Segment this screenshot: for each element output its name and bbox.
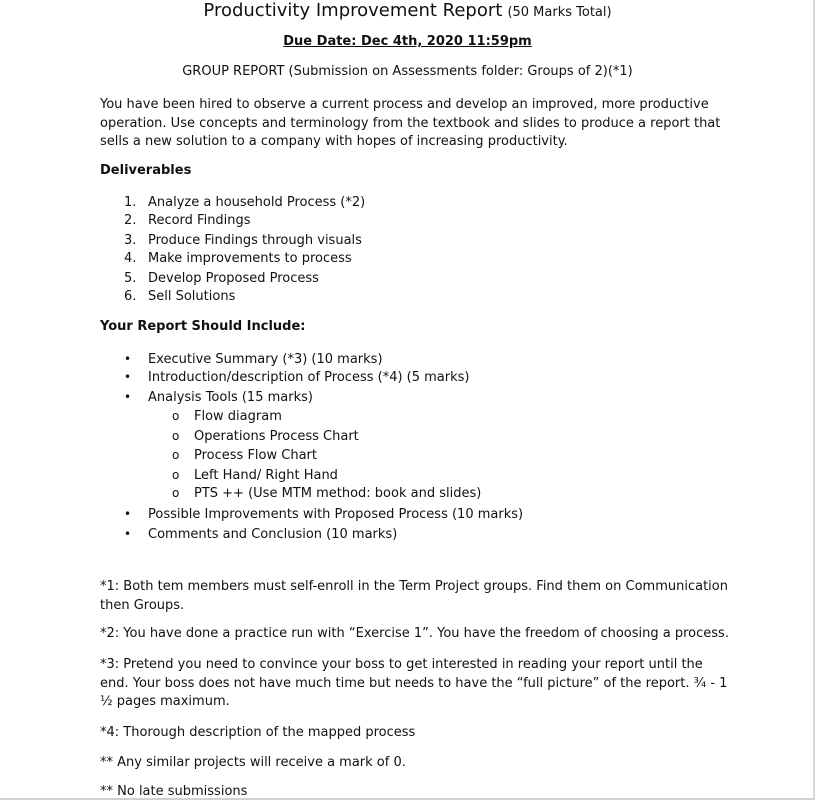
sub-list-text: Flow diagram [194,409,282,424]
group-report-line: GROUP REPORT (Submission on Assessments folder: Groups of 2)(*1) [182,64,633,79]
bullet-icon: • [124,527,132,541]
list-number: 1. [124,195,137,210]
sub-list-text: Operations Process Chart [194,429,359,444]
footnote-3: *3: Pretend you need to convince your boss to get interested in reading your report until the end. Your boss does not have much time but needs to have the “full picture” of the report. ¾ - 1 ½ pages maximum. [100,657,728,709]
sub-list-text: PTS ++ (Use MTM method: book and slides) [194,486,482,501]
list-number: 4. [124,251,137,266]
list-number: 5. [124,271,137,286]
list-text: Produce Findings through visuals [148,233,362,248]
note-similar-projects: ** Any similar projects will receive a mark of 0. [100,755,406,770]
footnote-2: *2: You have done a practice run with “Exercise 1”. You have the freedom of choosing a process. [100,626,729,641]
intro-paragraph: You have been hired to observe a current process and develop an improved, more productive operation. Use concepts and terminology from the textbook and slides to produce a report that sells a new solution to a company with hopes of increasing productivity. [100,97,721,149]
list-number: 6. [124,289,137,304]
footnote-4: *4: Thorough description of the mapped process [100,725,416,740]
bullet-icon: • [124,352,132,366]
footnote-1: *1: Both tem members must self-enroll in the Term Project groups. Find them on Communication then Groups. [100,579,728,613]
circle-bullet-icon: o [172,486,180,500]
note-late-submissions: ** No late submissions [100,784,248,799]
list-text: Develop Proposed Process [148,271,319,286]
bullet-icon: • [124,390,132,404]
sub-list-text: Left Hand/ Right Hand [194,468,338,483]
deliverables-heading: Deliverables [100,163,192,178]
list-text: Record Findings [148,213,251,228]
bullet-icon: • [124,370,132,384]
list-text: Sell Solutions [148,289,236,304]
document-title [0,0,815,21]
list-number: 3. [124,233,137,248]
list-text: Executive Summary (*3) (10 marks) [148,352,383,367]
due-date: Due Date: Dec 4th, 2020 11:59pm [283,34,532,49]
circle-bullet-icon: o [172,468,180,482]
list-text: Possible Improvements with Proposed Process (10 marks) [148,507,524,522]
bullet-icon: • [124,507,132,521]
circle-bullet-icon: o [172,409,180,423]
list-text: Analysis Tools (15 marks) [148,390,313,405]
report-heading: Your Report Should Include: [100,319,306,334]
list-text: Analyze a household Process (*2) [148,195,366,210]
title-marks: (50 Marks Total) [507,5,612,20]
list-number: 2. [124,213,137,228]
circle-bullet-icon: o [172,429,180,443]
list-text: Make improvements to process [148,251,352,266]
list-text: Introduction/description of Process (*4) (5 marks) [148,370,470,385]
circle-bullet-icon: o [172,448,180,462]
title-main: Productivity Improvement Report [203,0,503,21]
list-text: Comments and Conclusion (10 marks) [148,527,398,542]
sub-list-text: Process Flow Chart [194,448,317,463]
